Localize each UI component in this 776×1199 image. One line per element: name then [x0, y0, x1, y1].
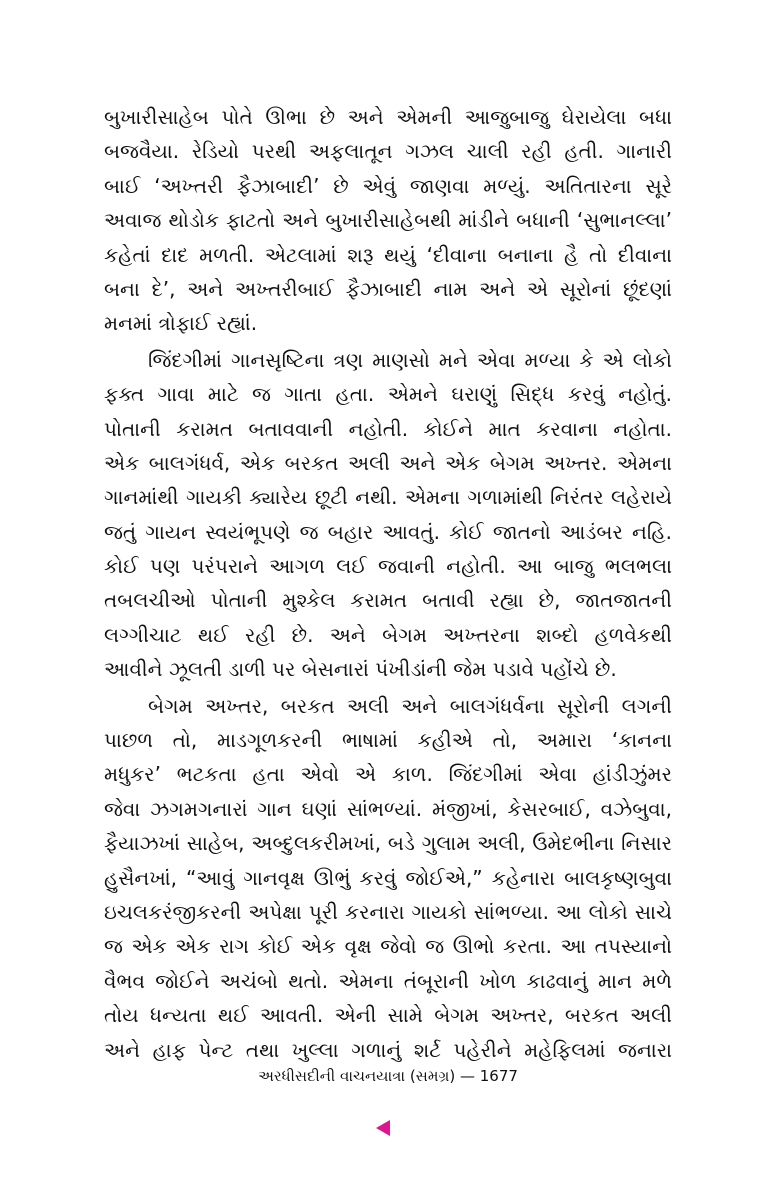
text-line: આવીને ઝૂલતી ડાળી પર બેસનારાં પંખીડાંની જેમ પડાવે પહોંચે છે. — [104, 657, 617, 682]
text-line: બેગમ અખ્તર, બરકત અલી અને બાલગંધર્વના સૂરોની લગની — [148, 693, 672, 718]
text-line: જેવા ઝગમગનારાં ગાન ઘણાં સાંભળ્યાં. મંજીખાં, કેસરબાઈ, વઝેબુવા, — [104, 796, 672, 821]
text-line: વૈભવ જોઈને અચંબો થતો. એમના તંબૂરાની ખોળ કાઢવાનું માન મળે — [104, 968, 672, 993]
text-line: ઇચલકરંજીકરની અપેક્ષા પૂરી કરનારા ગાયકો સાંભળ્યા. આ લોકો સાચે — [104, 899, 672, 924]
text-line: જતું ગાયન સ્વયંભૂપણે જ બહાર આવતું. કોઈ જાતનો આડંબર નહિ. — [104, 519, 672, 544]
text-line: પોતાની કરામત બતાવવાની નહોતી. કોઈને માત કરવાના નહોતા. — [104, 416, 672, 441]
text-line: બાઈ ‘અખ્તરી ફૈઝાબાદી’ છે એવું જાણવા મળ્યું. અતિતારના સૂરે — [104, 173, 672, 198]
text-line: જ એક એક રાગ કોઈ એક વૃક્ષ જેવો જ ઊભો કરતા. આ તપસ્યાનો — [104, 934, 672, 959]
text-line: બજવૈયા. રેડિયો પરથી અફલાતૂન ગઝલ ચાલી રહી હતી. ગાનારી — [104, 139, 672, 164]
text-line: ફૈયાઝખાં સાહેબ, અબ્દુલકરીમખાં, બડે ગુલામ અલી, ઉમેદભીના નિસાર — [104, 831, 672, 856]
left-triangle-arrow-icon[interactable] — [376, 1120, 390, 1136]
text-line: અવાજ થોડોક ફાટતો અને બુખારીસાહેબથી માંડીને બધાની ‘સુભાનલ્લા’ — [104, 208, 672, 233]
text-line: અને હાફ પેન્ટ તથા ખુલ્લા ગળાનું શર્ટ પહેરીને મહેફિલમાં જનારા — [104, 1037, 672, 1062]
text-line: એક બાલગંધર્વ, એક બરકત અલી અને એક બેગમ અખ્તર. એમના — [104, 450, 672, 475]
text-line: લગ્ગીચાટ થઈ રહી છે. અને બેગમ અખ્તરના શબ્દો હળવેકથી — [104, 622, 672, 647]
text-line: જિંદગીમાં ગાનસૃષ્ટિના ત્રણ માણસો મને એવા મળ્યા કે એ લોકો — [148, 347, 672, 372]
text-line: કહેતાં દાદ મળતી. એટલામાં શરૂ થયું ‘દીવાના બનાના હૈ તો દીવાના — [104, 242, 672, 267]
paragraph-2 — [104, 343, 672, 687]
text-line: ફક્ત ગાવા માટે જ ગાતા હતા. એમને ઘરાણું સિદ્ધ કરવું નહોતું. — [104, 382, 672, 407]
page-footer: અરધીસદીની વાચનયાત્રા (સમગ્ર) — 1677 — [258, 1067, 518, 1085]
text-line: બના દે’, અને અખ્તરીબાઈ ફૈઝાબાદી નામ અને એ સૂરોનાં છૂંદણાં — [104, 276, 672, 301]
text-line: કોઈ પણ પરંપરાને આગળ લઈ જવાની નહોતી. આ બાજુ ભલભલા — [104, 554, 672, 579]
text-line: મધુકર’ ભટકતા હતા એવો એ કાળ. જિંદગીમાં એવા હાંડીઝુંમર — [104, 762, 672, 787]
paragraph-3 — [104, 689, 672, 1067]
body-text — [104, 100, 672, 1069]
text-line: હુસૈનખાં, “આવું ગાનવૃક્ષ ઊભું કરવું જોઈએ,” કહેનારા બાલકૃષ્ણબુવા — [104, 865, 672, 890]
paragraph-1 — [104, 100, 672, 341]
text-line: તબલચીઓ પોતાની મુશ્કેલ કરામત બતાવી રહ્યા છે, જાતજાતની — [104, 588, 672, 613]
text-line: ગાનમાંથી ગાયકી ક્યારેય છૂટી નથી. એમના ગળામાંથી નિરંતર લહેરાયે — [104, 485, 672, 510]
text-line: મનમાં ત્રોફાઈ રહ્યાં. — [104, 311, 258, 336]
text-line: પાછળ તો, માડગૂળકરની ભાષામાં કહીએ તો, અમારા ‘કાનના — [104, 728, 672, 753]
text-line: તોય ધન્યતા થઈ આવતી. એની સામે બેગમ અખ્તર, બરકત અલી — [104, 1003, 672, 1028]
text-line: બુખારીસાહેબ પોતે ઊભા છે અને એમની આજુબાજુ ઘેરાયેલા બધા — [104, 105, 672, 129]
